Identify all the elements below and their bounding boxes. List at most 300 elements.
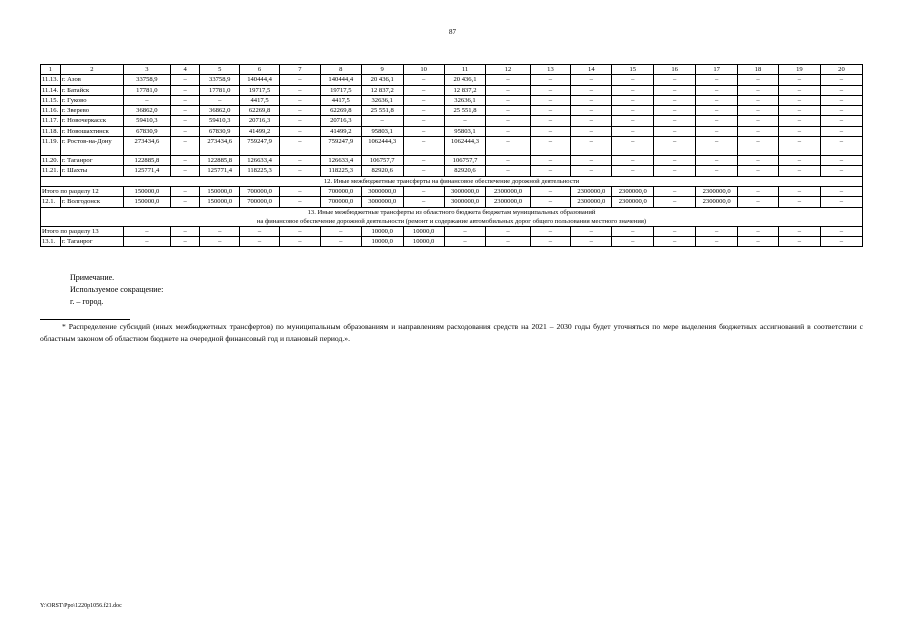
value-cell: – [279, 85, 320, 95]
value-cell: – [778, 126, 820, 136]
value-cell: – [279, 226, 320, 236]
value-cell: 140444,4 [320, 75, 361, 85]
value-cell: – [696, 85, 738, 95]
section-title-line: 13. Иные межбюджетные трансферты из областного бюджета бюджетам муниципальных образований [307, 208, 596, 216]
municipality-name: г. Батайск [60, 85, 123, 95]
value-cell: 20 436,1 [444, 75, 486, 85]
column-number: 3 [123, 65, 170, 75]
value-cell: – [200, 95, 240, 105]
value-cell: 122885,8 [200, 156, 240, 166]
value-cell: – [612, 126, 654, 136]
value-cell: – [738, 226, 779, 236]
value-cell: – [654, 106, 696, 116]
value-cell: – [279, 116, 320, 126]
value-cell: – [486, 116, 530, 126]
column-number: 1 [41, 65, 61, 75]
value-cell: 2300000,0 [612, 186, 654, 196]
value-cell: – [170, 166, 199, 176]
value-cell: – [170, 85, 199, 95]
column-number: 11 [444, 65, 486, 75]
value-cell: – [530, 95, 571, 105]
section-row [41, 207, 863, 226]
value-cell: 140444,4 [240, 75, 280, 85]
value-cell: – [778, 85, 820, 95]
value-cell: – [571, 85, 612, 95]
value-cell: – [571, 156, 612, 166]
value-cell: 95803,1 [444, 126, 486, 136]
column-number: 17 [696, 65, 738, 75]
municipality-name: г. Шахты [60, 166, 123, 176]
row-number: 13.1. [41, 236, 61, 246]
value-cell: – [820, 197, 862, 207]
value-cell: – [530, 116, 571, 126]
column-number: 16 [654, 65, 696, 75]
value-cell: – [170, 75, 199, 85]
column-number: 7 [279, 65, 320, 75]
value-cell: 25 551,8 [361, 106, 403, 116]
row-number: 11.21. [41, 166, 61, 176]
value-cell: – [279, 197, 320, 207]
value-cell: – [571, 95, 612, 105]
value-cell: 150000,0 [200, 186, 240, 196]
value-cell: – [170, 126, 199, 136]
municipality-name: г. Новошахтинск [60, 126, 123, 136]
note-abbrev-heading: Используемое сокращение: [70, 285, 164, 294]
value-cell: – [778, 137, 820, 156]
value-cell: – [444, 116, 486, 126]
value-cell: – [612, 106, 654, 116]
value-cell: – [403, 95, 444, 105]
value-cell: 82920,6 [444, 166, 486, 176]
municipality-name: г. Ростов-на-Дону [60, 137, 123, 156]
section-total-row [41, 186, 863, 196]
value-cell: – [530, 156, 571, 166]
row-number: 11.18. [41, 126, 61, 136]
column-number: 8 [320, 65, 361, 75]
section-row [41, 176, 863, 186]
row-number: 11.15. [41, 95, 61, 105]
value-cell: 36862,0 [123, 106, 170, 116]
value-cell: 3000000,0 [361, 197, 403, 207]
value-cell: – [654, 75, 696, 85]
value-cell: – [279, 137, 320, 156]
value-cell: – [200, 226, 240, 236]
value-cell: – [170, 106, 199, 116]
value-cell: – [820, 106, 862, 116]
value-cell: 118225,3 [320, 166, 361, 176]
value-cell: – [486, 226, 530, 236]
value-cell: – [530, 137, 571, 156]
value-cell: – [612, 116, 654, 126]
row-number: 11.16. [41, 106, 61, 116]
header-row [41, 65, 863, 75]
row-number: 11.19. [41, 137, 61, 156]
value-cell: 126633,4 [240, 156, 280, 166]
value-cell: – [654, 137, 696, 156]
footnote-rule [40, 319, 130, 320]
page-number: 87 [449, 28, 456, 36]
value-cell: – [612, 166, 654, 176]
value-cell: – [530, 236, 571, 246]
value-cell: – [403, 85, 444, 95]
value-cell: – [778, 156, 820, 166]
value-cell: – [170, 116, 199, 126]
value-cell: 1062444,3 [361, 137, 403, 156]
value-cell: – [612, 75, 654, 85]
value-cell: – [486, 166, 530, 176]
table-row [41, 106, 863, 116]
table-row [41, 126, 863, 136]
value-cell: – [320, 236, 361, 246]
row-number: 12.1. [41, 197, 61, 207]
value-cell: – [738, 236, 779, 246]
value-cell: 67830,9 [123, 126, 170, 136]
value-cell: 32636,1 [444, 95, 486, 105]
column-number: 9 [361, 65, 403, 75]
value-cell: 41499,2 [240, 126, 280, 136]
value-cell: 82920,6 [361, 166, 403, 176]
value-cell: – [738, 166, 779, 176]
value-cell: – [778, 226, 820, 236]
value-cell: – [403, 166, 444, 176]
value-cell: – [612, 226, 654, 236]
value-cell: – [820, 85, 862, 95]
value-cell: – [279, 75, 320, 85]
value-cell: – [820, 95, 862, 105]
value-cell: – [778, 236, 820, 246]
value-cell: 17781,0 [123, 85, 170, 95]
value-cell: 62269,8 [320, 106, 361, 116]
value-cell: – [486, 236, 530, 246]
value-cell: – [279, 126, 320, 136]
value-cell: 4417,5 [320, 95, 361, 105]
value-cell: – [571, 126, 612, 136]
value-cell: – [696, 166, 738, 176]
value-cell: – [486, 75, 530, 85]
value-cell: 2300000,0 [696, 197, 738, 207]
value-cell: 59410,3 [200, 116, 240, 126]
value-cell: – [170, 137, 199, 156]
value-cell: – [778, 116, 820, 126]
table-row [41, 166, 863, 176]
notes-block [70, 272, 163, 308]
section-total-label: Итого по разделу 13 [41, 226, 124, 236]
value-cell: 118225,3 [240, 166, 280, 176]
value-cell: 4417,5 [240, 95, 280, 105]
value-cell: – [738, 75, 779, 85]
value-cell: – [530, 75, 571, 85]
value-cell: – [486, 106, 530, 116]
value-cell: 20716,3 [240, 116, 280, 126]
value-cell: – [820, 116, 862, 126]
value-cell: 106757,7 [444, 156, 486, 166]
value-cell: – [778, 197, 820, 207]
value-cell: 759247,9 [240, 137, 280, 156]
table-row [41, 137, 863, 156]
value-cell: – [279, 166, 320, 176]
value-cell: – [403, 197, 444, 207]
value-cell: – [738, 197, 779, 207]
value-cell: 2300000,0 [571, 197, 612, 207]
municipality-name: г. Новочеркасск [60, 116, 123, 126]
value-cell: – [486, 95, 530, 105]
value-cell: 20716,3 [320, 116, 361, 126]
section-total-label: Итого по разделу 12 [41, 186, 124, 196]
value-cell: 10000,0 [361, 236, 403, 246]
value-cell: – [696, 156, 738, 166]
value-cell: – [696, 116, 738, 126]
value-cell: – [530, 166, 571, 176]
value-cell: 126633,4 [320, 156, 361, 166]
value-cell: 1062444,3 [444, 137, 486, 156]
section-title: 12. Иные межбюджетные трансферты на финансовое обеспечение дорожной деятельности [41, 176, 863, 186]
column-number: 20 [820, 65, 862, 75]
value-cell: – [170, 226, 199, 236]
value-cell: 3000000,0 [444, 197, 486, 207]
value-cell: – [696, 226, 738, 236]
value-cell: – [738, 186, 779, 196]
value-cell: – [820, 166, 862, 176]
value-cell: – [778, 106, 820, 116]
value-cell: – [696, 137, 738, 156]
value-cell: 3000000,0 [444, 186, 486, 196]
column-number: 12 [486, 65, 530, 75]
value-cell: – [486, 126, 530, 136]
value-cell: – [279, 236, 320, 246]
value-cell: 10000,0 [403, 236, 444, 246]
value-cell: – [170, 186, 199, 196]
value-cell: 700000,0 [240, 186, 280, 196]
value-cell: 10000,0 [403, 226, 444, 236]
value-cell: – [123, 236, 170, 246]
value-cell: – [612, 137, 654, 156]
column-number: 6 [240, 65, 280, 75]
value-cell: – [279, 186, 320, 196]
value-cell: – [820, 75, 862, 85]
value-cell: 59410,3 [123, 116, 170, 126]
value-cell: 150000,0 [123, 186, 170, 196]
value-cell: – [530, 186, 571, 196]
table-row [41, 236, 863, 246]
value-cell: 273434,6 [200, 137, 240, 156]
column-number: 4 [170, 65, 199, 75]
value-cell: – [444, 226, 486, 236]
section-title-line: на финансовое обеспечение дорожной деятельности (ремонт и содержание автомобильных дорог общего пользования местного значения) [256, 217, 647, 225]
value-cell: – [654, 236, 696, 246]
footnote-text: * Распределение субсидий (иных межбюджетных трансфертов) по муниципальным образованиям и направлениям расходования средств на 2021 – 2030 годы будет уточняться по мере выделения бюджетных ассигнований в соответствии с областным законом об областном бюджете на очередной финансовый год и плановый период.». [40, 322, 863, 343]
value-cell: 62269,8 [240, 106, 280, 116]
value-cell: – [170, 95, 199, 105]
value-cell: – [444, 236, 486, 246]
value-cell: – [654, 116, 696, 126]
column-number: 2 [60, 65, 123, 75]
municipality-name: г. Таганрог [60, 236, 123, 246]
table-body [41, 75, 863, 247]
value-cell: 12 837,2 [361, 85, 403, 95]
value-cell: – [820, 226, 862, 236]
column-number: 18 [738, 65, 779, 75]
value-cell: – [612, 85, 654, 95]
value-cell: 95803,1 [361, 126, 403, 136]
value-cell: – [571, 75, 612, 85]
value-cell: – [361, 116, 403, 126]
value-cell: 33758,9 [200, 75, 240, 85]
value-cell: 150000,0 [123, 197, 170, 207]
value-cell: – [654, 95, 696, 105]
value-cell: – [778, 166, 820, 176]
value-cell: 2300000,0 [612, 197, 654, 207]
value-cell: – [820, 126, 862, 136]
file-path: Y:\ORST\Ppo\1220p1056.f21.doc [40, 603, 122, 609]
note-abbrev: г. – город. [70, 297, 104, 306]
value-cell: – [820, 137, 862, 156]
value-cell: – [654, 197, 696, 207]
value-cell: – [200, 236, 240, 246]
value-cell: – [654, 186, 696, 196]
value-cell: 700000,0 [320, 197, 361, 207]
table-row [41, 156, 863, 166]
table-row [41, 116, 863, 126]
value-cell: – [696, 126, 738, 136]
value-cell: – [279, 95, 320, 105]
municipality-name: г. Таганрог [60, 156, 123, 166]
value-cell: – [612, 95, 654, 105]
value-cell: – [240, 226, 280, 236]
value-cell: – [571, 137, 612, 156]
value-cell: – [654, 226, 696, 236]
value-cell: – [170, 236, 199, 246]
row-number: 11.17. [41, 116, 61, 126]
value-cell: 2300000,0 [486, 186, 530, 196]
value-cell: – [123, 226, 170, 236]
value-cell: 2300000,0 [571, 186, 612, 196]
section-total-row [41, 226, 863, 236]
value-cell: – [738, 95, 779, 105]
value-cell: – [571, 226, 612, 236]
value-cell: 36862,0 [200, 106, 240, 116]
value-cell: 106757,7 [361, 156, 403, 166]
value-cell: – [654, 156, 696, 166]
value-cell: – [571, 106, 612, 116]
value-cell: – [571, 166, 612, 176]
value-cell: – [530, 126, 571, 136]
budget-table [40, 64, 863, 247]
value-cell: – [530, 106, 571, 116]
value-cell: 700000,0 [320, 186, 361, 196]
value-cell: – [403, 156, 444, 166]
value-cell: – [612, 236, 654, 246]
value-cell: – [170, 156, 199, 166]
value-cell: 20 436,1 [361, 75, 403, 85]
value-cell: – [778, 75, 820, 85]
value-cell: – [486, 85, 530, 95]
value-cell: 41499,2 [320, 126, 361, 136]
value-cell: 273434,6 [123, 137, 170, 156]
column-number: 13 [530, 65, 571, 75]
row-number: 11.14. [41, 85, 61, 95]
value-cell: – [403, 116, 444, 126]
value-cell: – [571, 116, 612, 126]
value-cell: 17781,0 [200, 85, 240, 95]
value-cell: – [696, 236, 738, 246]
value-cell: 3000000,0 [361, 186, 403, 196]
value-cell: – [123, 95, 170, 105]
value-cell: – [696, 95, 738, 105]
value-cell: 19717,5 [240, 85, 280, 95]
value-cell: – [820, 236, 862, 246]
value-cell: 12 837,2 [444, 85, 486, 95]
value-cell: – [738, 106, 779, 116]
table-header [41, 65, 863, 75]
value-cell: – [279, 156, 320, 166]
value-cell: – [696, 106, 738, 116]
value-cell: – [696, 75, 738, 85]
section-title [41, 207, 863, 226]
value-cell: – [486, 137, 530, 156]
value-cell: 25 551,8 [444, 106, 486, 116]
value-cell: – [403, 137, 444, 156]
value-cell: – [486, 156, 530, 166]
value-cell: – [571, 236, 612, 246]
table-row [41, 197, 863, 207]
municipality-name: г. Гуково [60, 95, 123, 105]
value-cell: – [778, 95, 820, 105]
table-row [41, 95, 863, 105]
column-number: 14 [571, 65, 612, 75]
municipality-name: г. Зверево [60, 106, 123, 116]
value-cell: – [738, 137, 779, 156]
value-cell: 759247,9 [320, 137, 361, 156]
value-cell: 2300000,0 [696, 186, 738, 196]
value-cell: – [403, 75, 444, 85]
value-cell: 67830,9 [200, 126, 240, 136]
value-cell: – [778, 186, 820, 196]
value-cell: – [820, 156, 862, 166]
column-number: 10 [403, 65, 444, 75]
municipality-name: г. Волгодонск [60, 197, 123, 207]
value-cell: – [820, 186, 862, 196]
value-cell: – [738, 126, 779, 136]
value-cell: – [738, 85, 779, 95]
note-title: Примечание. [70, 273, 115, 282]
value-cell: – [612, 156, 654, 166]
value-cell: 33758,9 [123, 75, 170, 85]
value-cell: – [403, 106, 444, 116]
value-cell: 700000,0 [240, 197, 280, 207]
value-cell: – [530, 197, 571, 207]
value-cell: – [279, 106, 320, 116]
value-cell: – [320, 226, 361, 236]
value-cell: – [403, 186, 444, 196]
value-cell: 2300000,0 [486, 197, 530, 207]
value-cell: – [738, 116, 779, 126]
value-cell: 150000,0 [200, 197, 240, 207]
row-number: 11.13. [41, 75, 61, 85]
value-cell: – [170, 197, 199, 207]
table-row [41, 85, 863, 95]
value-cell: 125771,4 [200, 166, 240, 176]
value-cell: – [654, 126, 696, 136]
value-cell: – [654, 166, 696, 176]
value-cell: – [654, 85, 696, 95]
row-number: 11.20. [41, 156, 61, 166]
value-cell: 19717,5 [320, 85, 361, 95]
municipality-name: г. Азов [60, 75, 123, 85]
value-cell: 10000,0 [361, 226, 403, 236]
value-cell: 125771,4 [123, 166, 170, 176]
column-number: 15 [612, 65, 654, 75]
value-cell: – [240, 236, 280, 246]
